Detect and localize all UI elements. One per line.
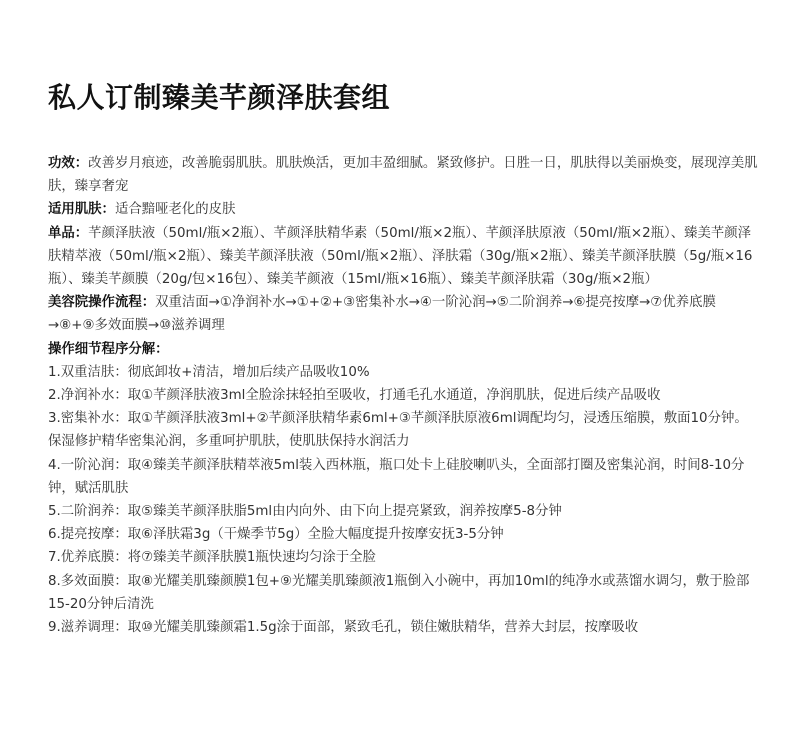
effect-label: 功效： xyxy=(48,156,89,171)
step-item: 1.双重洁肤：彻底卸妆+清洁，增加后续产品吸收10% xyxy=(48,364,370,380)
step-item: 2.净润补水：取①芊颜泽肤液3ml全脸涂抹轻拍至吸收，打通毛孔水通道，净润肌肤，促进后续产品吸收 xyxy=(48,388,661,404)
effect-text: 改善岁月痕迹，改善脆弱肌肤。肌肤焕活，更加丰盈细腻。紧致修护。日胜一日，肌肤得以美丽焕变，展现淳美肌肤，臻享奢宠 xyxy=(48,156,758,195)
flow-paragraph xyxy=(48,291,760,337)
flow-label: 美容院操作流程： xyxy=(48,295,156,311)
suitable-text: 适合黯哑老化的皮肤 xyxy=(114,202,236,218)
flow-text: 双重洁面→①净润补水→①+②+③密集补水→④一阶沁润→⑤二阶润养→⑥提亮按摩→⑦优养底膜→⑧+⑨多效面膜→⑩滋养调理 xyxy=(48,295,716,334)
product-description xyxy=(48,152,760,639)
step-item: 4.一阶沁润：取④臻美芊颜泽肤精萃液5ml装入西林瓶，瓶口处卡上硅胶喇叭头，全面部打圈及密集沁润，时间8-10分钟，赋活肌肤 xyxy=(48,457,745,496)
products-label: 单品： xyxy=(48,225,89,241)
step-item: 5.二阶润养：取⑤臻美芊颜泽肤脂5ml由内向外、由下向上提亮紧致，润养按摩5-8分钟 xyxy=(48,504,562,520)
products-paragraph xyxy=(48,222,760,292)
suitable-label: 适用肌肤： xyxy=(48,202,115,218)
step-item: 8.多效面膜：取⑧光耀美肌臻颜膜1包+⑨光耀美肌臻颜液1瓶倒入小碗中，再加10ml的纯净水或蒸馏水调匀，敷于脸部15-20分钟后清洗 xyxy=(48,573,750,612)
step-item: 9.滋养调理：取⑩光耀美肌臻颜霜1.5g涂于面部，紧致毛孔，锁住嫩肤精华，营养大封层，按摩吸收 xyxy=(48,620,639,636)
step-item: 7.优养底膜：将⑦臻美芊颜泽肤膜1瓶快速均匀涂于全脸 xyxy=(48,550,376,566)
steps-heading: 操作细节程序分解： xyxy=(48,341,169,357)
step-item: 3.密集补水：取①芊颜泽肤液3ml+②芊颜泽肤精华素6ml+③芊颜泽肤原液6ml调配均匀，浸透压缩膜，敷面10分钟。保湿修护精华密集沁润，多重呵护肌肤，使肌肤保持水润活力 xyxy=(48,411,748,450)
suitable-paragraph xyxy=(48,198,760,221)
step-item: 6.提亮按摩：取⑥泽肤霜3g（干燥季节5g）全脸大幅度提升按摩安抚3-5分钟 xyxy=(48,527,504,543)
products-text: 芊颜泽肤液（50ml/瓶×2瓶）、芊颜泽肤精华素（50ml/瓶×2瓶）、芊颜泽肤原液（50ml/瓶×2瓶）、臻美芊颜泽肤精萃液（50ml/瓶×2瓶）、臻美芊颜泽肤液（50ml/瓶×2瓶）、泽肤霜（30g/瓶×2瓶）、臻美芊颜泽肤膜（5g/瓶×16瓶）、臻美芊颜膜（20g/包×16包）、臻美芊颜液（15ml/瓶×16瓶）、臻美芊颜泽肤霜（30g/瓶×2瓶） xyxy=(48,225,753,288)
effect-paragraph xyxy=(48,152,760,198)
page-title: 私人订制臻美芊颜泽肤套组 xyxy=(48,81,391,114)
